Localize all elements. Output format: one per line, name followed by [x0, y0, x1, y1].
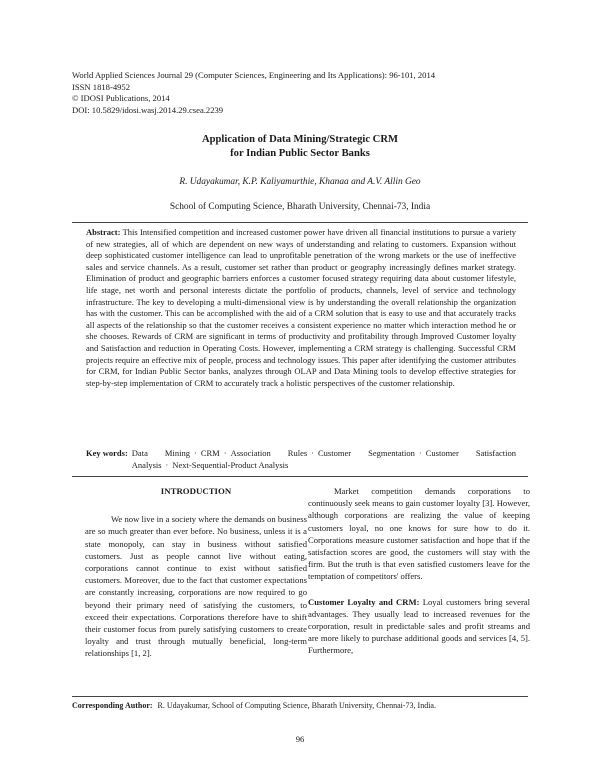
publisher: © IDOSI Publications, 2014 — [72, 93, 170, 104]
keyword-item: Customer Segmentation — [318, 448, 415, 458]
title-line-1: Application of Data Mining/Strategic CRM — [202, 134, 398, 145]
corresponding-text: R. Udayakumar, School of Computing Science, Bharath University, Chennai-73, India. — [157, 701, 436, 710]
keywords-label: Key words: — [86, 448, 128, 458]
keyword-item: Next-Sequential-Product Analysis — [172, 459, 289, 470]
keyword-item: CRM — [200, 448, 220, 458]
issn: ISSN 1818-4952 — [72, 81, 131, 92]
footer-rule — [72, 696, 528, 697]
title-line-2: for Indian Public Sector Banks — [230, 148, 370, 159]
abstract-top-rule — [72, 222, 528, 223]
abstract-label: Abstract: — [86, 227, 121, 237]
page-number: 96 — [295, 734, 305, 744]
corresponding-label: Corresponding Author: — [72, 701, 153, 710]
corresponding-author — [72, 701, 532, 711]
keywords — [86, 448, 516, 471]
journal-header — [72, 70, 532, 116]
authors: R. Udayakumar, K.P. Kaliyamurthie, Khanaa and A.V. Allin Geo — [179, 177, 421, 187]
keyword-item: Data Mining — [131, 448, 190, 458]
market-competition-paragraph: Market competition demands corporations to continuously seek means to gain customer loyalty [3]. However, although corporations are realizing the value of keeping customers loyal, no one knows for sure how to do it. Corporations measure customer satisfaction and hope that if the satisfaction scores are good, the customers will stay with the firm. But the truth is that even satisfied customers leave for the temptation of competitors' offers. — [308, 486, 530, 582]
doi: DOI: 10.5829/idosi.wasj.2014.29.csea.2239 — [72, 104, 224, 115]
section-heading-introduction: INTRODUCTION — [160, 486, 232, 496]
keyword-item: Association Rules — [230, 448, 308, 458]
abstract-text: This Intensified competition and increased customer power have driven all financial institutions to pursue a variety of new strategies, all of which are dependent on new ways of understanding and relating to customers. Expansion without deep sophisticated customer intelligence can lead to unprofitable penetration of the wrong markets or the use of ineffective sales and service channels. As a result, customer set rather than product or geography increasingly defines market strategy. Elimination of product and geographic barriers enforces a customer focused strategy requiring data about customer lifestyle, life stage, net worth and personal interests dictate the portfolio of products, channels, level of service and technology infrastructure. The key to developing a multi-dimensional view is by understanding the overall relationship the organization has with the customer. This can be accomplished with the aid of a CRM solution that is easy to use and that accurately tracks all aspects of the relationship so that the customer receives a consistent experience no matter which interaction method he or she chooses. Rewards of CRM are significant in terms of productivity and profitability through Improved Customer loyalty and Satisfaction and reduction in Operating Costs. However, implementing a CRM strategy is challenging. Successful CRM projects require an effective mix of people, process and technology issues. This paper after identifying the customer attributes for CRM, for Indian Public Sector banks, analyzes through OLAP and Data Mining tools to develop effective strategies for step-by-step implementation of CRM to accurately track a holistic perspectives of the customer relationship. — [86, 227, 516, 388]
body-left-column — [85, 485, 307, 660]
loyalty-text: Loyal customers bring several advantages. They usually lead to increased revenues for the corporation, result in predictable sales and profit streams and are more likely to purchase additional goods and services [4, 5]. Furthermore, — [308, 596, 531, 656]
subsection-heading-loyalty: Customer Loyalty and CRM: — [308, 596, 420, 607]
keywords-bottom-rule — [72, 476, 528, 477]
loyalty-paragraph — [308, 596, 530, 657]
journal-citation: World Applied Sciences Journal 29 (Computer Sciences, Engineering and Its Applications): 96-101, 2014 — [72, 70, 436, 80]
intro-paragraph: We now live in a society where the demands on business are so much greater than ever before. No business, unless it is a state monopoly, can stay in business without satisfied customers. Just as people cannot live without eating, corporations cannot continue to exist without satisfied customers. Moreover, due to the fact that customer expectations are constantly increasing, corporations are now required to go beyond their primary need of satisfying the customers, to exceed their expectations. Corporations therefore have to shift their customer focus from purely satisfying customers to create loyalty and trust through mutually beneficial, long-term relationships [1, 2]. — [85, 514, 307, 659]
affiliation: School of Computing Science, Bharath University, Chennai-73, India — [169, 202, 431, 212]
keyword-item: Customer Satisfaction Analysis — [131, 448, 517, 470]
body-right-column — [308, 485, 530, 657]
abstract — [86, 227, 516, 389]
paper-title — [72, 133, 528, 161]
keywords-list: Data Mining · CRM · Association Rules · Customer Segmentation · Customer Satisfaction Analysis · Next-Sequential-Product Analysis — [131, 448, 517, 470]
